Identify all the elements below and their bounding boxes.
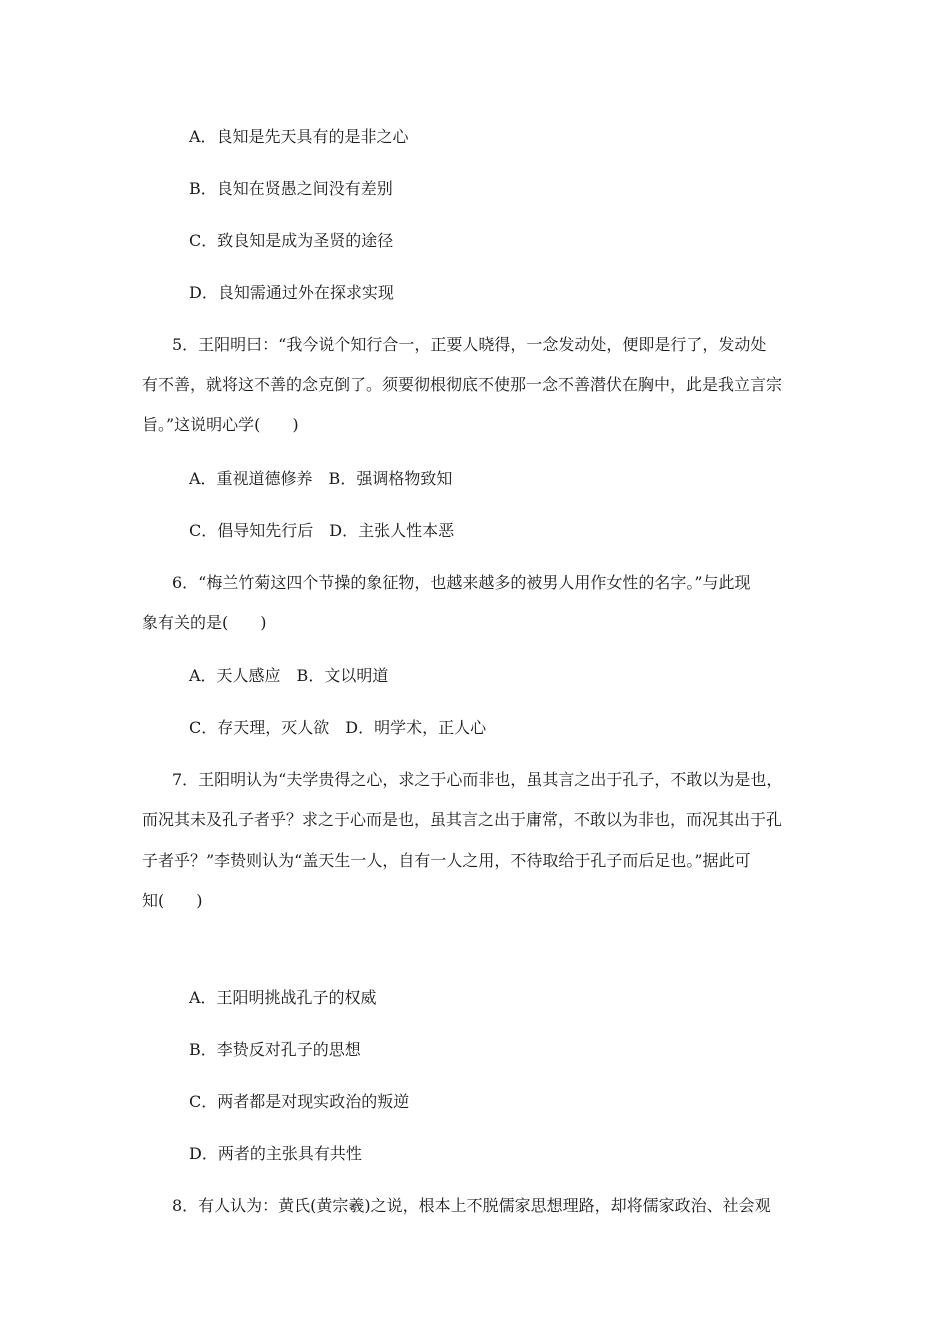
q4-option-b: B．良知在贤愚之间没有差别 — [189, 179, 393, 198]
q7-option-b: B．李贽反对孔子的思想 — [189, 1040, 361, 1059]
q5-options-row-1: A．重视道德修养 B．强调格物致知 — [189, 469, 453, 488]
q6-stem-line-2: 象有关的是( ) — [142, 613, 267, 632]
q4-option-a: A．良知是先天具有的是非之心 — [189, 127, 409, 146]
q5-stem-line-3: 旨。”这说明心学( ) — [142, 415, 299, 434]
q5-stem-line-2: 有不善，就将这不善的念克倒了。须要彻根彻底不使那一念不善潜伏在胸中，此是我立言宗 — [142, 375, 783, 394]
q5-options-row-2: C．倡导知先行后 D．主张人性本恶 — [189, 521, 455, 540]
q7-option-d: D．两者的主张具有共性 — [189, 1144, 362, 1163]
q4-option-c: C．致良知是成为圣贤的途径 — [189, 231, 394, 250]
q7-stem-line-2: 而况其未及孔子者乎？求之于心而是也，虽其言之出于庸常，不敢以为非也，而况其出于孔 — [142, 810, 783, 829]
q7-stem-line-3: 子者乎？”李贽则认为“盖天生一人，自有一人之用，不待取给于孔子而后足也。”据此可 — [142, 851, 751, 870]
q6-stem-line-1: 6．“梅兰竹菊这四个节操的象征物，也越来越多的被男人用作女性的名字。”与此现 — [172, 573, 751, 592]
q5-stem-line-1: 5．王阳明曰：“我今说个知行合一，正要人晓得，一念发动处，便即是行了，发动处 — [172, 335, 767, 354]
q7-option-a: A．王阳明挑战孔子的权威 — [189, 988, 377, 1007]
q4-option-d: D．良知需通过外在探求实现 — [189, 283, 394, 302]
q7-option-c: C．两者都是对现实政治的叛逆 — [189, 1092, 410, 1111]
q6-options-row-1: A．天人感应 B．文以明道 — [189, 666, 389, 685]
q8-stem-line-1: 8．有人认为：黄氏(黄宗羲)之说，根本上不脱儒家思想理路，却将儒家政治、社会观 — [172, 1196, 771, 1215]
q7-stem-line-4: 知( ) — [142, 891, 203, 910]
q7-stem-line-1: 7．王阳明认为“夫学贵得之心，求之于心而非也，虽其言之出于孔子，不敢以为是也， — [172, 770, 783, 789]
q6-options-row-2: C．存天理，灭人欲 D．明学术，正人心 — [189, 718, 487, 737]
